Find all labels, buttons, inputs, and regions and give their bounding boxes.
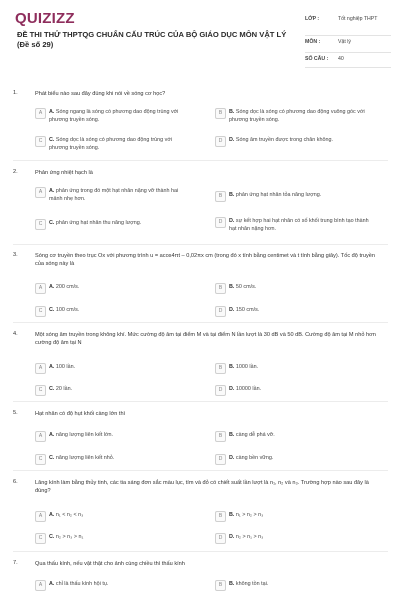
- option-badge: B: [215, 108, 226, 119]
- option-text: [229, 432, 369, 440]
- option-badge: B: [215, 191, 226, 202]
- option-badge: B: [215, 431, 226, 442]
- option-badge: A: [35, 511, 46, 522]
- question-text: Hạt nhân có độ hụt khối càng lớn thì: [35, 411, 126, 417]
- option-key: C.: [49, 220, 55, 226]
- option-key: A.: [49, 432, 55, 438]
- option-text: [49, 581, 189, 589]
- option-badge: B: [215, 580, 226, 591]
- option-label: không tồn tại.: [235, 581, 269, 587]
- option-text: [49, 432, 189, 440]
- option-badge: A: [35, 108, 46, 119]
- option-text: [49, 307, 189, 315]
- option-label: 200 cm/s.: [55, 284, 80, 290]
- question-number: 5.: [13, 410, 18, 416]
- option-label: 100 cm/s.: [55, 307, 80, 313]
- option-badge: D: [215, 385, 226, 396]
- option-key: B.: [229, 581, 235, 587]
- question-number: 3.: [13, 252, 18, 258]
- question-number: 6.: [13, 479, 18, 485]
- option-key: A.: [49, 581, 55, 587]
- option-text: [49, 386, 189, 394]
- question-text: Phản ứng nhiệt hạch là: [35, 170, 93, 176]
- option-text: [229, 455, 369, 463]
- meta-value: Tốt nghiệp THPT: [338, 16, 378, 22]
- option-badge: C: [35, 533, 46, 544]
- option-badge: B: [215, 363, 226, 374]
- option-badge: A: [35, 431, 46, 442]
- question-number: 2.: [13, 169, 18, 175]
- question-number: 1.: [13, 90, 18, 96]
- option-text: [49, 534, 189, 542]
- option-badge: C: [35, 385, 46, 396]
- option-key: A.: [49, 512, 55, 518]
- option-text: [49, 188, 189, 203]
- option-label: Sóng dọc là sóng có phương dao động vuông góc với phương truyền sóng.: [229, 109, 365, 123]
- option-badge: D: [215, 533, 226, 544]
- option-text: [229, 109, 369, 124]
- divider: [13, 160, 388, 161]
- option-key: B.: [229, 512, 235, 518]
- option-label: càng dễ phá vỡ.: [235, 432, 275, 438]
- option-label: n₁ < n₂ < n₃: [55, 512, 84, 518]
- meta-label: MÔN :: [305, 39, 321, 45]
- option-label: năng lượng liên kết lớn.: [55, 432, 114, 438]
- option-label: 50 cm/s.: [235, 284, 257, 290]
- option-badge: D: [215, 217, 226, 228]
- option-text: [229, 364, 369, 372]
- question-text: Lăng kính làm bằng thủy tinh, các tia sáng đơn sắc màu lục, tím và đỏ có chiết suất lần lượt là n₁, n₂ và n₃. Trường hợp nào sau đây là đúng?: [35, 480, 369, 494]
- option-key: C.: [49, 455, 55, 461]
- option-badge: A: [35, 283, 46, 294]
- option-label: phản ứng trong đó một hạt nhân nặng vỡ thành hai mảnh nhẹ hơn.: [49, 188, 179, 202]
- option-badge: A: [35, 580, 46, 591]
- option-text: [229, 534, 369, 542]
- option-label: chỉ là thấu kính hội tụ.: [55, 581, 109, 587]
- option-key: A.: [49, 109, 55, 115]
- option-text: [49, 364, 189, 372]
- option-label: Sóng âm truyền được trong chân không.: [235, 137, 333, 143]
- meta-value: Vật lý: [338, 39, 351, 45]
- option-text: [229, 386, 369, 394]
- option-badge: A: [35, 363, 46, 374]
- option-key: D.: [229, 455, 235, 461]
- option-key: D.: [229, 137, 235, 143]
- divider: [13, 244, 388, 245]
- option-badge: C: [35, 454, 46, 465]
- meta-label: SỐ CÂU :: [305, 56, 329, 62]
- option-key: C.: [49, 307, 55, 313]
- divider: [13, 322, 388, 323]
- quizizz-logo: QUIZIZZ: [15, 10, 75, 27]
- option-key: B.: [229, 364, 235, 370]
- meta-row-subject: [305, 36, 391, 53]
- divider: [13, 470, 388, 471]
- option-label: n₂ > n₁ > n₃: [235, 534, 264, 540]
- option-key: D.: [229, 218, 235, 224]
- option-text: [229, 512, 369, 520]
- option-key: B.: [229, 432, 235, 438]
- option-text: [229, 581, 369, 589]
- option-badge: B: [215, 283, 226, 294]
- option-key: D.: [229, 307, 235, 313]
- option-text: [49, 137, 189, 152]
- option-key: C.: [49, 386, 55, 392]
- meta-label: LỚP :: [305, 16, 320, 22]
- option-key: B.: [229, 192, 235, 198]
- option-key: B.: [229, 109, 235, 115]
- option-badge: D: [215, 136, 226, 147]
- option-badge: B: [215, 511, 226, 522]
- question-text: Phát biểu nào sau đây đúng khi nói về sóng cơ học?: [35, 91, 166, 97]
- page-title: ĐỀ THI THỬ THPTQG CHUẨN CẤU TRÚC CỦA BỘ GIÁO DỤC MÔN VẬT LÝ (Đề số 29): [17, 30, 287, 49]
- option-label: sự kết hợp hai hạt nhân có số khối trung bình tạo thành hạt nhân nặng hơn.: [229, 218, 369, 232]
- meta-value: 40: [338, 56, 344, 62]
- meta-row-class: [305, 13, 391, 36]
- option-label: phản ứng hạt nhân tỏa năng lượng.: [235, 192, 322, 198]
- option-text: [229, 137, 369, 145]
- option-key: B.: [229, 284, 235, 290]
- option-text: [229, 284, 369, 292]
- option-badge: C: [35, 219, 46, 230]
- question-text: Một sóng âm truyền trong không khí. Mức cường độ âm tại điểm M và tại điểm N lần lượt là 30 dB và 50 dB. Cường độ âm tại M nhỏ hơn cường độ âm tại N: [35, 332, 376, 346]
- option-key: C.: [49, 137, 55, 143]
- question-text: Sóng cơ truyền theo trục Ox với phương trình u = acos4πt – 0,02πx cm (trong đó x tính bằng centimet và t tính bằng giây). Tốc độ truyền của sóng này là: [35, 253, 375, 267]
- option-label: Sóng ngang là sóng có phương dao động trùng với phương truyền sóng.: [49, 109, 179, 123]
- option-label: 20 lần.: [55, 386, 73, 392]
- question-number: 7.: [13, 560, 18, 566]
- option-label: 150 cm/s.: [235, 307, 260, 313]
- option-badge: D: [215, 306, 226, 317]
- option-label: 10000 lần.: [235, 386, 262, 392]
- option-text: [229, 192, 369, 200]
- option-key: A.: [49, 284, 55, 290]
- option-badge: C: [35, 136, 46, 147]
- option-key: C.: [49, 534, 55, 540]
- question-text: Qua thấu kính, nếu vật thật cho ảnh cùng chiều thì thấu kính: [35, 561, 185, 567]
- option-text: [229, 307, 369, 315]
- option-label: 100 lần.: [55, 364, 76, 370]
- option-text: [49, 220, 189, 228]
- option-badge: D: [215, 454, 226, 465]
- option-text: [49, 284, 189, 292]
- option-text: [49, 109, 189, 124]
- divider: [13, 401, 388, 402]
- option-badge: C: [35, 306, 46, 317]
- meta-row-count: [305, 53, 391, 68]
- option-label: năng lượng liên kết nhỏ.: [55, 455, 115, 461]
- divider: [13, 551, 388, 552]
- option-label: n₁ > n₂ > n₃: [235, 512, 264, 518]
- option-label: 1000 lần.: [235, 364, 259, 370]
- option-key: D.: [229, 534, 235, 540]
- option-text: [49, 512, 189, 520]
- option-text: [49, 455, 189, 463]
- meta-table: [305, 13, 391, 68]
- option-label: phản ứng hạt nhân thu năng lượng.: [55, 220, 142, 226]
- option-label: Sóng dọc là sóng có phương dao động trùng với phương truyền sóng.: [49, 137, 173, 151]
- option-badge: A: [35, 187, 46, 198]
- option-key: D.: [229, 386, 235, 392]
- option-key: A.: [49, 188, 55, 194]
- option-label: n₂ > n₃ > n₁: [55, 534, 84, 540]
- option-label: càng bền vững.: [235, 455, 274, 461]
- option-key: A.: [49, 364, 55, 370]
- option-text: [229, 218, 369, 233]
- question-number: 4.: [13, 331, 18, 337]
